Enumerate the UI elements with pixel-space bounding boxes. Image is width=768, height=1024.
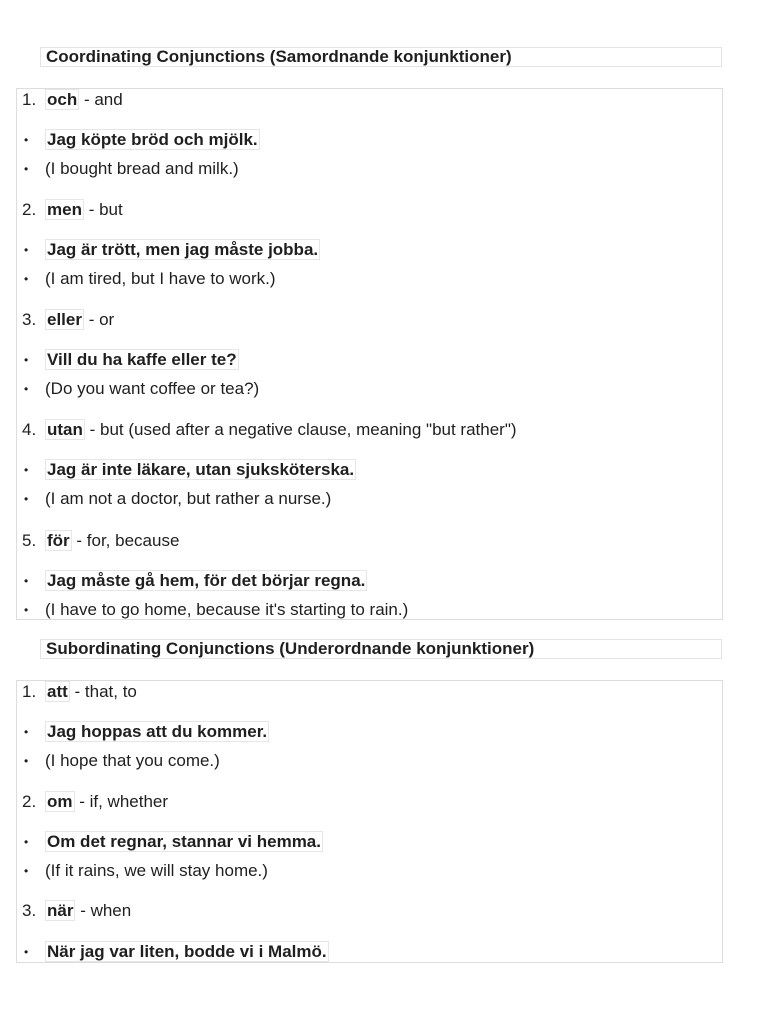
- example-sentence: Jag köpte bröd och mjölk.: [47, 130, 258, 149]
- list-number: 2.: [22, 792, 37, 811]
- example-sentence: Om det regnar, stannar vi hemma.: [47, 832, 321, 851]
- conjunction-term: utan: [47, 420, 83, 439]
- list-number: 3.: [22, 310, 37, 329]
- conjunction-term: eller: [47, 310, 82, 329]
- section-heading-subordinating: Subordinating Conjunctions (Underordnande konjunktioner): [40, 639, 722, 659]
- list-number: 3.: [22, 901, 37, 920]
- bullet-icon: •: [24, 864, 29, 878]
- conjunction-meaning: - and: [79, 90, 123, 109]
- example-sentence: Vill du ha kaffe eller te?: [47, 350, 237, 369]
- conjunction-term: och: [47, 90, 78, 109]
- bullet-icon: •: [24, 382, 29, 396]
- coordinating-list: [16, 88, 723, 620]
- conjunction-meaning: - but (used after a negative clause, meaning "but rather"): [84, 420, 517, 439]
- conjunction-meaning: - when: [75, 901, 132, 920]
- conjunction-term: men: [47, 200, 82, 219]
- translation-text: (I am tired, but I have to work.): [45, 269, 276, 288]
- bullet-icon: •: [24, 162, 29, 176]
- bullet-icon: •: [24, 272, 29, 286]
- bullet-icon: •: [24, 603, 29, 617]
- example-sentence: När jag var liten, bodde vi i Malmö.: [47, 942, 327, 961]
- bullet-icon: •: [24, 243, 29, 257]
- bullet-icon: •: [24, 463, 29, 477]
- example-sentence: Jag måste gå hem, för det börjar regna.: [47, 571, 366, 590]
- list-number: 5.: [22, 531, 37, 550]
- conjunction-term: att: [47, 682, 68, 701]
- bullet-icon: •: [24, 945, 29, 959]
- example-sentence: Jag är trött, men jag måste jobba.: [47, 240, 319, 259]
- translation-text: (I am not a doctor, but rather a nurse.): [45, 489, 332, 508]
- list-number: 1.: [22, 682, 37, 701]
- translation-text: (I have to go home, because it's starting to rain.): [45, 600, 409, 619]
- translation-text: (Do you want coffee or tea?): [45, 379, 260, 398]
- bullet-icon: •: [24, 754, 29, 768]
- translation-text: (If it rains, we will stay home.): [45, 861, 268, 880]
- translation-text: (I hope that you come.): [45, 751, 220, 770]
- list-number: 2.: [22, 200, 37, 219]
- conjunction-meaning: - but: [83, 200, 123, 219]
- translation-text: (I bought bread and milk.): [45, 159, 239, 178]
- conjunction-meaning: - for, because: [71, 531, 180, 550]
- conjunction-term: om: [47, 792, 73, 811]
- bullet-icon: •: [24, 353, 29, 367]
- bullet-icon: •: [24, 574, 29, 588]
- list-number: 4.: [22, 420, 37, 439]
- bullet-icon: •: [24, 725, 29, 739]
- bullet-icon: •: [24, 492, 29, 506]
- conjunction-meaning: - or: [83, 310, 115, 329]
- example-sentence: Jag hoppas att du kommer.: [47, 722, 268, 741]
- conjunction-meaning: - that, to: [69, 682, 137, 701]
- example-sentence: Jag är inte läkare, utan sjuksköterska.: [47, 460, 355, 479]
- section-heading-coordinating: Coordinating Conjunctions (Samordnande konjunktioner): [40, 47, 722, 67]
- bullet-icon: •: [24, 133, 29, 147]
- subordinating-list: [16, 680, 723, 963]
- conjunction-term: för: [47, 531, 70, 550]
- conjunction-term: när: [47, 901, 74, 920]
- bullet-icon: •: [24, 835, 29, 849]
- list-number: 1.: [22, 90, 37, 109]
- conjunction-meaning: - if, whether: [74, 792, 169, 811]
